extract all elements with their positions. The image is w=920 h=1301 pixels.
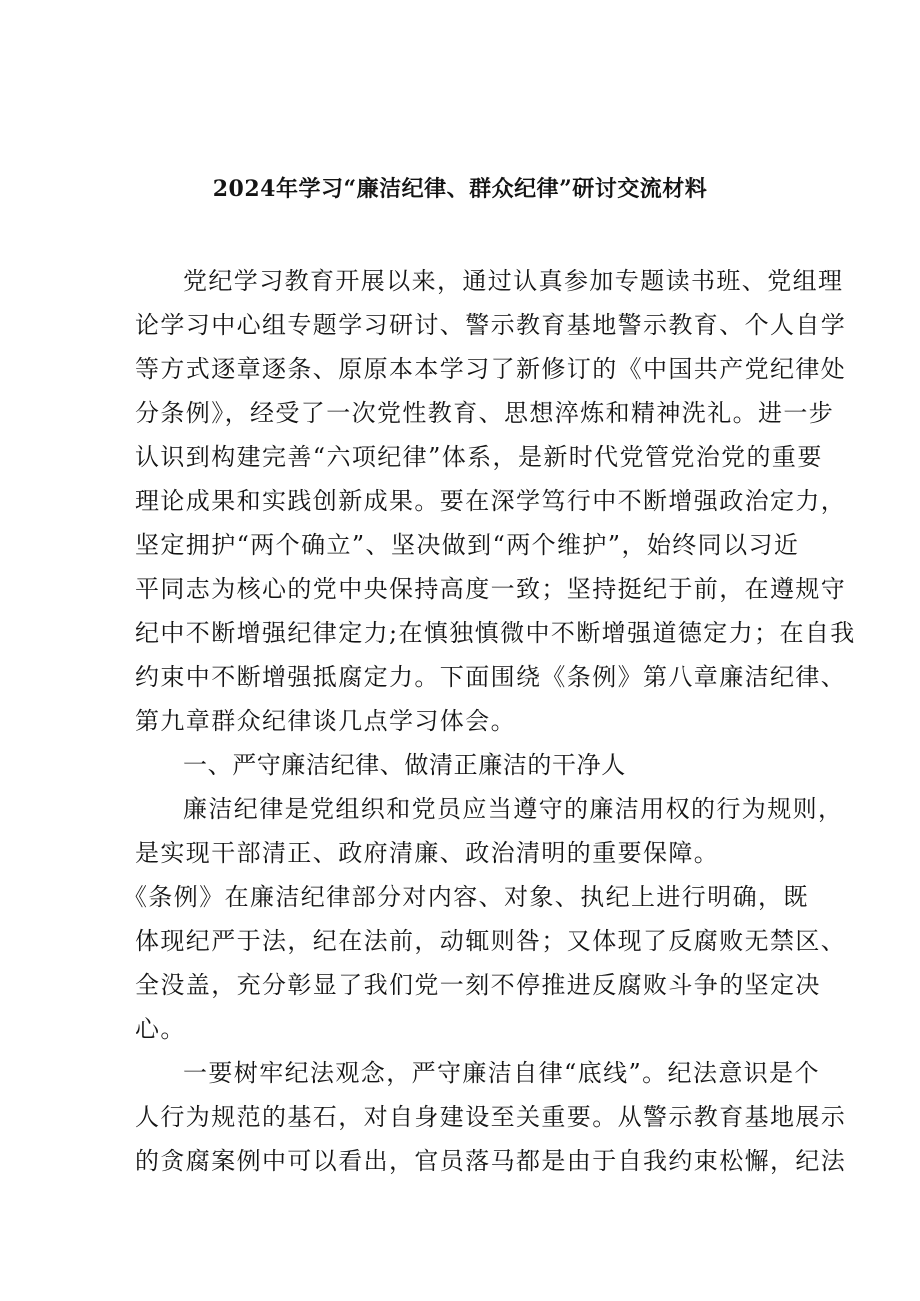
paragraph-1-line: 约束中不断增强抵腐定力。下面围绕《条例》第八章廉洁纪律、	[135, 663, 847, 691]
paragraph-1-line: 论学习中心组专题学习研讨、警示教育基地警示教育、个人自学	[135, 311, 847, 339]
paragraph-1-line: 理论成果和实践创新成果。要在深学笃行中不断增强政治定力，	[135, 487, 847, 515]
document-title: 2024年学习“廉洁纪律、群众纪律”研讨交流材料	[212, 176, 708, 202]
paragraph-1-line: 平同志为核心的党中央保持高度一致；坚持挺纪于前，在遵规守	[135, 575, 847, 603]
paragraph-4-line: 一要树牢纪法观念，严守廉洁自律“底线”。纪法意识是个	[183, 1059, 820, 1087]
paragraph-1-line: 第九章群众纪律谈几点学习体会。	[135, 707, 516, 735]
paragraph-2-line: 廉洁纪律是党组织和党员应当遵守的廉洁用权的行为规则，	[183, 795, 844, 823]
paragraph-2-line: 是实现干部清正、政府清廉、政治清明的重要保障。	[135, 839, 720, 867]
paragraph-1-line: 等方式逐章逐条、原原本本学习了新修订的《中国共产党纪律处	[135, 355, 847, 383]
section-heading: 一、严守廉洁纪律、做清正廉洁的干净人	[183, 751, 626, 779]
paragraph-3-line: 《条例》在廉洁纪律部分对内容、对象、执纪上进行明确，既	[123, 883, 809, 911]
paragraph-3-line: 全没盖，充分彰显了我们党一刻不停推进反腐败斗争的坚定决	[135, 971, 821, 999]
paragraph-1-line: 党纪学习教育开展以来，通过认真参加专题读书班、党组理	[183, 267, 844, 295]
paragraph-1-line: 纪中不断增强纪律定力;在慎独慎微中不断增强道德定力；在自我	[135, 619, 856, 647]
paragraph-1-line: 坚定拥护“两个确立”、坚决做到“两个维护”，始终同以习近	[135, 531, 800, 559]
paragraph-3-line: 体现纪严于法，纪在法前，动辄则咎；又体现了反腐败无禁区、	[135, 927, 847, 955]
paragraph-1-line: 认识到构建完善“六项纪律”体系，是新时代党管党治党的重要	[135, 443, 823, 471]
paragraph-4-line: 人行为规范的基石，对自身建设至关重要。从警示教育基地展示	[135, 1103, 847, 1131]
paragraph-1-line: 分条例》，经受了一次党性教育、思想淬炼和精神洗礼。进一步	[135, 399, 835, 427]
paragraph-4-line: 的贪腐案例中可以看出，官员落马都是由于自我约束松懈，纪法	[135, 1147, 847, 1175]
paragraph-3-line: 心。	[135, 1015, 186, 1043]
